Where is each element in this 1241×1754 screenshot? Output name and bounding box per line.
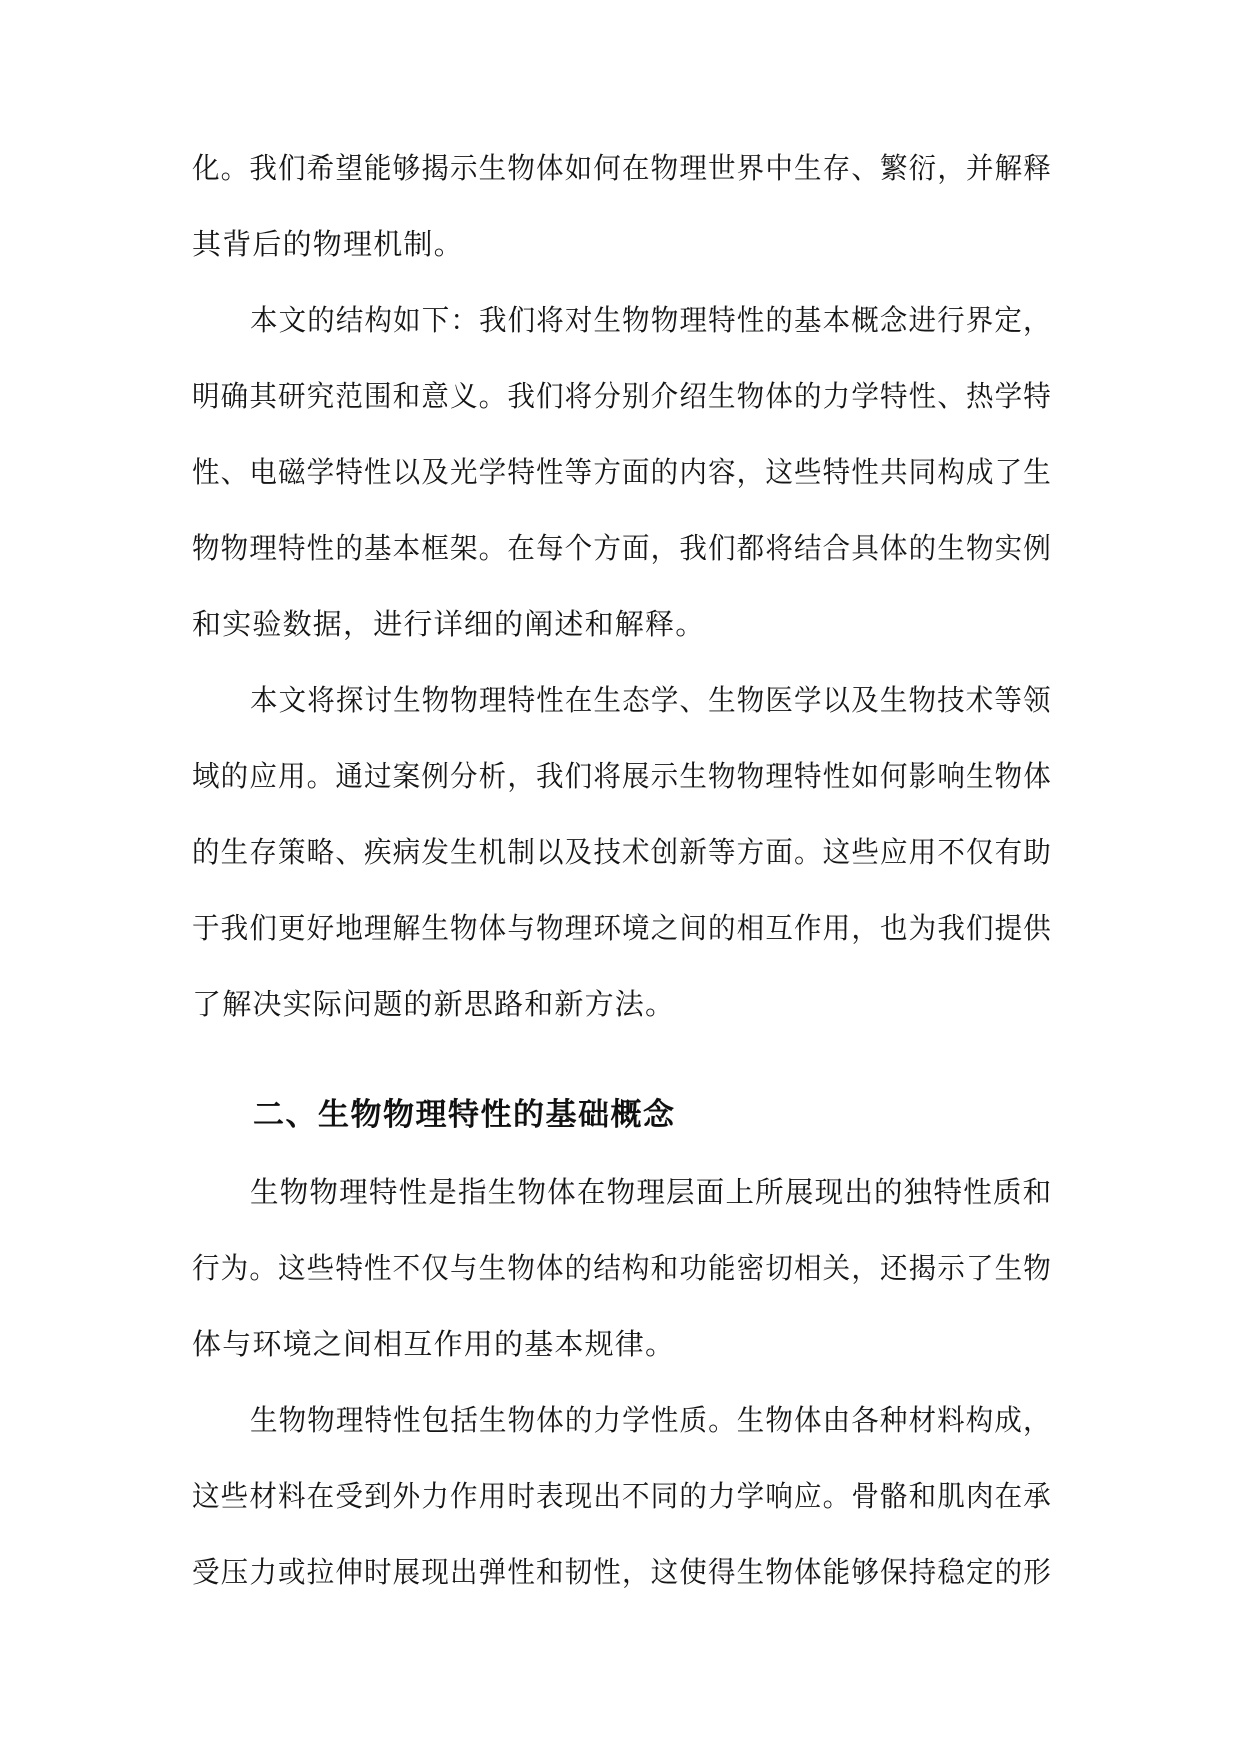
text-line: 体与环境之间相互作用的基本规律。 — [192, 1327, 676, 1361]
text-line: 本文的结构如下：我们将对生物物理特性的基本概念进行界定， — [250, 303, 1052, 337]
text-line: 本文将探讨生物物理特性在生态学、生物医学以及生物技术等领 — [250, 683, 1052, 717]
text-line: 受压力或拉伸时展现出弹性和韧性，这使得生物体能够保持稳定的形 — [192, 1555, 1052, 1589]
text-line: 的生存策略、疾病发生机制以及技术创新等方面。这些应用不仅有助 — [192, 835, 1052, 869]
text-line: 性、电磁学特性以及光学特性等方面的内容，这些特性共同构成了生 — [192, 455, 1052, 489]
text-line: 生物物理特性是指生物体在物理层面上所展现出的独特性质和 — [250, 1175, 1053, 1209]
text-line: 和实验数据，进行详细的阐述和解释。 — [192, 607, 706, 641]
text-line: 行为。这些特性不仅与生物体的结构和功能密切相关，还揭示了生物 — [192, 1251, 1052, 1285]
text-line: 物物理特性的基本框架。在每个方面，我们都将结合具体的生物实例 — [192, 531, 1052, 565]
text-line: 明确其研究范围和意义。我们将分别介绍生物体的力学特性、热学特 — [192, 379, 1052, 413]
text-line: 了解决实际问题的新思路和新方法。 — [192, 987, 676, 1021]
text-line: 生物物理特性包括生物体的力学性质。生物体由各种材料构成， — [250, 1403, 1052, 1437]
text-line: 于我们更好地理解生物体与物理环境之间的相互作用，也为我们提供 — [192, 911, 1052, 945]
text-line: 化。我们希望能够揭示生物体如何在物理世界中生存、繁衍，并解释 — [192, 151, 1052, 185]
section-heading: 二、生物物理特性的基础概念 — [253, 1097, 676, 1133]
text-line: 域的应用。通过案例分析，我们将展示生物物理特性如何影响生物体 — [192, 759, 1052, 793]
text-line: 其背后的物理机制。 — [192, 227, 464, 261]
text-line: 这些材料在受到外力作用时表现出不同的力学响应。骨骼和肌肉在承 — [192, 1479, 1052, 1513]
